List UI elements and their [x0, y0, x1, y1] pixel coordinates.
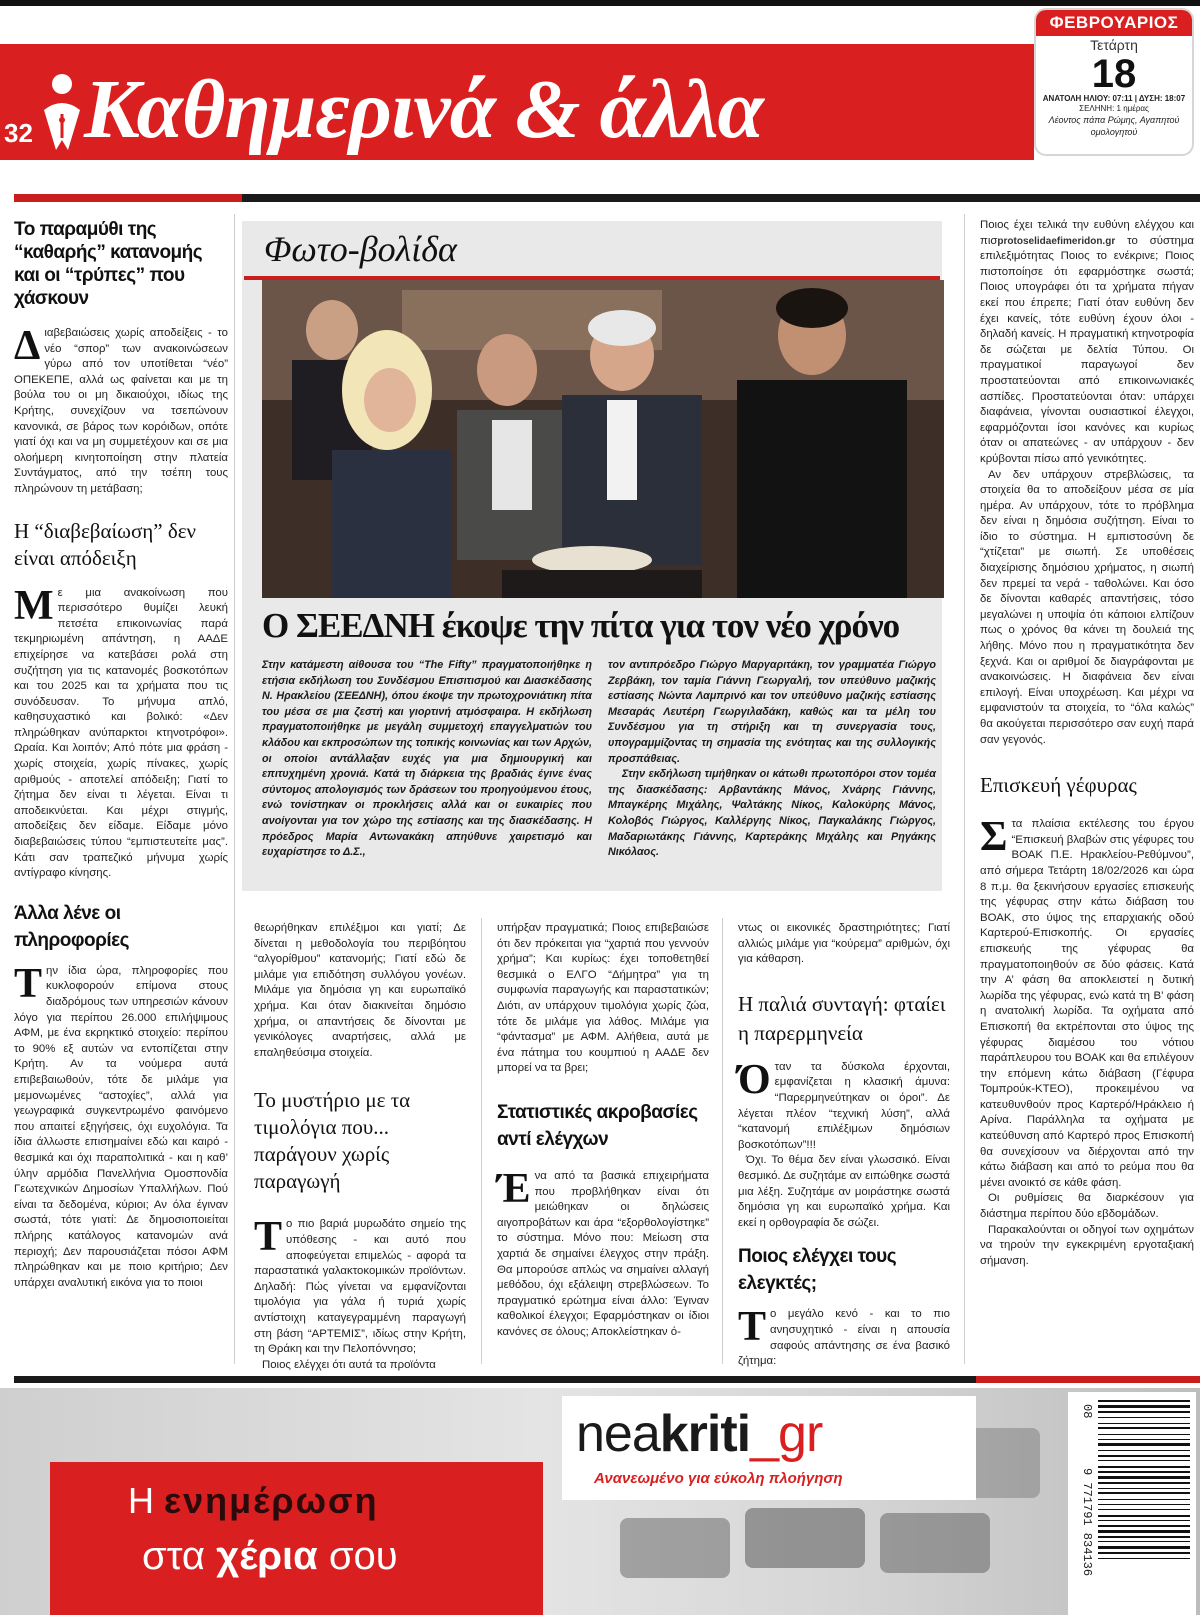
- logo-part: nea: [576, 1405, 660, 1463]
- article-text: υπήρξαν πραγματικά; Ποιος επιβεβαιώσε ότι δεν πρόκειται για “χαρτιά που γεννούν χρήμα”; Και κυρίως: έχει τοποθετηθεί θεσμικά ο ΕΛΓΟ “Δήμητρα” για τη συμφωνία παραγωγής και παραστατικών; Διότι, αν υπάρχουν τιμολόγια χωρίς ζώα, τότε δε μιλάμε για λάθος. Μιλάμε για “φάντασμα” με ΑΦΜ. Αλήθεια, αυτά με ένα πάτημα του κουμπιού η ΑΑΔΕ δεν μπορεί να τα βρει;: [497, 922, 709, 1075]
- barcode-bar: [1098, 1405, 1190, 1408]
- feature-section-title: Φωτο-βολίδα: [264, 229, 457, 269]
- article-body: [980, 218, 1194, 748]
- drop-cap: Ό: [738, 1056, 771, 1103]
- drop-cap: Τ: [254, 1214, 283, 1261]
- article-title: Το παραμύθι της “καθαρής” κατανομής και οι “τρύπες” που χάσκουν: [14, 219, 203, 309]
- page-number: 32: [4, 118, 33, 148]
- top-rule: [0, 0, 1200, 6]
- column-rule: [964, 214, 965, 1364]
- drop-cap: Σ: [980, 814, 1008, 861]
- drop-cap: Τ: [738, 1304, 767, 1351]
- event-photo: [262, 280, 944, 598]
- barcode-bar: [1098, 1558, 1190, 1559]
- drop-cap: Έ: [497, 1165, 531, 1212]
- saints-of-day: Λέοντος πάπα Ρώμης, Αγαπητού ομολογητού: [1048, 115, 1180, 137]
- column-rule: [234, 214, 235, 1364]
- column-rule: [722, 918, 723, 1364]
- article-text: θεωρήθηκαν επιλέξιμοι και γιατί; Δε δίνεται η μεθοδολογία του περιβόητου “αλγορίθμου” κατανομής; Γιατί εδώ δε μιλάμε για επιδότηση συλλόγου γονέων. Μιλάμε για δημόσια γη και ευρωπαϊκό χρήμα. Και όταν διακινείται δημόσιο χρήμα, οι απαντήσεις δε δίνονται με γενικόλογες αναρτήσεις, αλλά με επαληθεύσιμα στοιχεία.: [254, 922, 466, 1059]
- ad-text: στα: [142, 1534, 217, 1578]
- barcode-issue: 08: [1080, 1404, 1094, 1419]
- barcode-bar: [1098, 1443, 1190, 1446]
- barcode-bar: [1098, 1423, 1190, 1424]
- date-box: [1034, 8, 1194, 156]
- barcode-number: 9 771791 834136: [1080, 1468, 1094, 1577]
- barcode-bar: [1098, 1541, 1190, 1542]
- barcode-bar: [1098, 1499, 1190, 1500]
- date-month: ΦΕΒΡΟΥΑΡΙΟΣ: [1036, 10, 1192, 36]
- top-separator-accent: [14, 194, 242, 202]
- article-body: [497, 1165, 709, 1341]
- barcode-bar: [1098, 1482, 1190, 1484]
- bottom-separator-accent: [976, 1376, 1200, 1383]
- barcode-bar: [1098, 1450, 1190, 1451]
- barcode-bar: [1098, 1466, 1190, 1468]
- ad-text-bold: ενημέρωση: [164, 1480, 379, 1521]
- date-weekday: Τετάρτη: [1090, 37, 1138, 53]
- date-day: 18: [1091, 52, 1137, 96]
- article-body: [254, 1214, 466, 1373]
- pen-nib-logo-icon: [38, 70, 86, 152]
- barcode-bar: [1098, 1488, 1190, 1489]
- barcode-bar: [1098, 1411, 1190, 1413]
- caption-paragraph: Στην εκδήλωση τιμήθηκαν οι κάτωθι πρωτοπόροι στον τομέα της διασκέδασης: Αρβαντάκης Μάνος, Χνάρης Γιάννης, Μπαγκέρης Μιχάλης, Ψαλτάκης Νίκος, Καλοκύρης Μάνος, Κολοβός Γιώργος, Καλλέργης Νίκος, Παγκαλάκης Γιώργος, Μαδαριωτάκης Γιάννης, Καρτεράκης Μιχάλης και Ρηγάκης Νικόλαος.: [608, 768, 936, 859]
- article-text: να από τα βασικά επιχειρήματα που προβλήθηκαν είναι ότι μειώθηκαν οι δηλώσεις αιγοπροβάτων και άρα “εξορθολογίστηκε” το σύστημα. Μόνο που: Μείωση στα χαρτιά δε σημαίνει έλεγχος στην πράξη. Θα μπορούσε απλώς να σημαίνει αλλαγή μεθόδου, όχι εξάλειψη στρεβλώσεων. Το πραγματικό ερώτημα είναι άλλο: Έγιναν καθολικοί έλεγχοι; Εφαρμόστηκαν οι ίδιοι κανόνες σε όλους; Αποκλείστηκαν ό-: [497, 1169, 709, 1338]
- drop-cap: Μ: [14, 582, 54, 629]
- ad-text: Η: [128, 1480, 164, 1521]
- barcode-bar: [1098, 1546, 1190, 1549]
- article-body: [738, 1304, 950, 1369]
- ad-line-2: [142, 1534, 398, 1579]
- column-rule: [481, 918, 482, 1364]
- article-text: τα πλαίσια εκτέλεσης του έργου “Επισκευή βλαβών στις γέφυρες του ΒΟΑΚ Π.Ε. Ηρακλείου-Ρεθύμνου”, από σήμερα Τετάρτη 18/02/2026 και ώρα 8 π.μ. θα ξεκινήσουν εργασίες επισκευής της γέφυρας στην κάτω διάβαση του ΒΟΑΚ, στο ύψος της επαρχιακής οδού Καρτερού-Επισκοπής. Οι εργασίες επισκευής της γέφυρας θα πραγματοποιηθούν σε δύο φάσεις. Κατά την Α’ φάση θα αποκλειστεί η δυτική λωρίδα της γέφυρας, ενώ κατά τη Β’ φάση η ανατολική λωρίδα. Τα οχήματα από Επισκοπή θα εκτρέπονται στο ύψος της γέφυρας διαμέσου του νότιου παράπλευρου του ΒΟΑΚ και θα επιλέγουν την επόμενη κάτω διάβαση (Γέφυρα Τομπρούκ-ΚΤΕΟ), προκειμένου να κατευθυνθούν προς Καρτερό/Ηράκλειο ή Αρίνα. Παράλληλα τα οχήματα με κατεύθυνση από Καρτερό προς Επισκοπή θα συνεχίσουν να διέρχονται από την κάτω διάβαση και από το ρεύμα που θα μένει ανοικτό σε κάθε φάση.: [980, 818, 1194, 1189]
- barcode-bar: [1098, 1434, 1190, 1435]
- article-text: ε μια ανακοίνωση που περισσότερο θυμίζει λευκή πετσέτα επικοινωνίας παρά τεκμηριωμένη απάντηση, η ΑΑΔΕ επιχείρησε να κατεβάσει ρολά στη συζήτηση για τις κατανομές βοσκοτόπων και του 2025 και τα χρήματα που τις συνόδευσαν. Το μήνυμα απλό, καθησυχαστικό και βολικό: «Δεν πληρώθηκαν ανύπαρκτοι κτηνοτρόφοι». Ωραία. Και λοιπόν; Από πότε μια φράση - χωρίς στοιχεία, χωρίς πίνακες, χωρίς αριθμούς - αποτελεί απόδειξη; Γιατί το ζήτημα δεν είναι τι λέγεται. Είναι τι αποδεικνύεται. Και μέχρι στιγμής, αποδείξεις δεν είδαμε. Είδαμε μόνο διαβεβαιώσεις τύπου “εμπιστευτείτε μας”. Κάτι σαν τραπεζικό μήνυμα χωρίς αντίγραφο κίνησης.: [14, 586, 228, 880]
- article-body: [738, 1056, 950, 1232]
- article-text: ταν τα δύσκολα έρχονται, εμφανίζεται η κλασική άμυνα: “Παρερμηνεύτηκαν οι όροι”. Δε λέγεται πλέον “τεχνική λύση”, αλλά “κατανομή επιλέξιμων δημόσιων βοσκοτόπων”!!!: [738, 1060, 950, 1151]
- barcode-bar: [1098, 1439, 1190, 1440]
- advertisement: [0, 1388, 1200, 1615]
- drop-cap: Δ: [14, 323, 41, 369]
- barcode-bar: [1098, 1400, 1190, 1402]
- article-text: Όχι. Το θέμα δεν είναι γλωσσικό. Είναι θεσμικό. Δε συζητάμε αν ειπώθηκε σωστά μια λέξη. Συζητάμε αν μοιράστηκε σωστά δημόσια γη και ευρωπαϊκό χρήμα. Και εκεί η ορθογραφία δε σώζει.: [738, 1154, 950, 1229]
- barcode-bar: [1098, 1520, 1190, 1521]
- feature-headline: Ο ΣΕΕΔΝΗ έκοψε την πίτα για τον νέο χρόνο: [262, 606, 900, 645]
- barcode-bar: [1098, 1530, 1190, 1533]
- article-text: το σύστημα επιλεξιμότητας Ποιος το ενέκρινε; Ποιος πιστοποίησε ότι εφαρμόστηκε σωστά; Ποιος υπογράφει ότι τα χρήματα πήγαν εκεί που έπρεπε; Γιατί όταν ευθύνη δεν έχει κανείς, τότε ευθύνη έχουν όλοι - δηλαδή κανείς. Η πραγματική κτηνοτροφία δε σώζεται με δελτία Τύπου. Οι πραγματικοί παραγωγοί δεν προστατεύονται από επικοινωνιακές ασπίδες. Προστατεύονται όταν: υπάρχει διαφάνεια, γίνονται ουσιαστικοί έλεγχοι, εφαρμόζονται ίσοι κανόνες και κυρίως όταν οι απατεώνες - αν υπάρχουν - δεν κρύβονται πίσω από γενικότητες.: [980, 234, 1194, 465]
- barcode-bar: [1098, 1504, 1190, 1505]
- article-title: Στατιστικές ακροβασίες αντί ελέγχων: [497, 1101, 698, 1150]
- article-text: ο πιο βαριά μυρωδάτο σημείο της υπόθεσης - και αυτό που αποφεύγεται επιμελώς - αφορά τα παραστατικά γαλακτοκομικών προϊόντων. Δηλαδή: Πώς γίνεται να εμφανίζονται τιμολόγια για γάλα ή τυριά χωρίς αντίστοιχη καταγεγραμμένη παραγωγή στη βάση “ΑΡΤΕΜΙΣ”, ιδίως στην Κρήτη, τη Θράκη και την Πελοπόννησο;: [254, 1218, 466, 1356]
- ad-text: σου: [317, 1534, 398, 1578]
- column-2: [254, 921, 466, 1373]
- barcode-bar: [1098, 1460, 1190, 1461]
- article-text: Ποιος έχει τελικά την ευθύνη ελέγχου και πισ: [980, 219, 1194, 247]
- column-1: [14, 218, 228, 1291]
- article-title: Η παλιά συνταγή: φταίει η παρερμηνεία: [738, 991, 946, 1045]
- barcode-bar: [1098, 1515, 1190, 1517]
- ad-line-1: [128, 1480, 379, 1522]
- barcode-bar: [1098, 1471, 1190, 1473]
- article-body: [14, 960, 228, 1291]
- ad-text-bold: χέρια: [216, 1534, 318, 1578]
- article-body: [980, 814, 1194, 1269]
- masthead-title: Καθημερινά & άλλα: [84, 63, 763, 156]
- article-title: Η “διαβεβαίωση” δεν είναι απόδειξη: [14, 518, 197, 570]
- article-title: Επισκευή γέφυρας: [980, 773, 1137, 798]
- article-title: Το μυστήριο με τα τιμολόγια που... παράγουν χωρίς παραγωγή: [254, 1088, 411, 1194]
- barcode-bar: [1098, 1492, 1190, 1494]
- article-text: ο μεγάλο κενό - και το πιο ανησυχητικό - είναι η απουσία σαφούς απάντησης σε ένα βασικό ζήτημα:: [738, 1308, 950, 1368]
- barcode-bar: [1098, 1427, 1190, 1429]
- drop-cap: Τ: [14, 960, 43, 1007]
- watermark-text: protoselidaefimeridon.gr: [997, 235, 1116, 247]
- feature-caption-left: Στην κατάμεστη αίθουσα του “The Fifty” πραγματοποιήθηκε η ετήσια εκδήλωση του Συνδέσμου Επισιτισμού και Διασκέδασης Ν. Ηρακλείου (ΣΕΕΔΝΗ), όπου έκοψε την πρωτοχρονιάτικη πίτα του μέσα σε μια ζεστή και γιορτινή ατμόσφαιρα. Η εκδήλωση πραγματοποιήθηκε με μεγάλη συμμετοχή επαγγελματιών του κλάδου και εκπροσώπων της τοπικής κοινωνίας και των Αρχών, οι οποίοι αντάλλαξαν ευχές για μια δημιουργική και επιτυχημένη χρονιά. Κατά τη διάρκεια της βραδιάς έγινε ένας σύντομος απολογισμός των δράσεων του προηγούμενου έτους, ενώ τονίστηκαν οι προκλήσεις αλλά και οι ευκαιρίες που ανοίγονται για τον χώρο της εστίασης και της διασκέδασης. Η πρόεδρος Μαρία Αντωνακάκη απηύθυνε χαιρετισμό και ευχαρίστησε το Δ.Σ.,: [262, 659, 592, 859]
- article-title: Ποιος ελέγχει τους ελεγκτές;: [738, 1246, 897, 1295]
- logo-part-bold: kriti: [659, 1405, 751, 1463]
- article-text: Παρακαλούνται οι οδηγοί των οχημάτων να τηρούν την εγκεκριμένη εργοταξιακή σήμανση.: [980, 1223, 1194, 1267]
- article-text: ντως οι εικονικές δραστηριότητες; Γιατί αλλιώς μιλάμε για “κούρεμα” αριθμών, όχι για κάθαρση.: [738, 922, 950, 966]
- barcode-bar: [1098, 1417, 1190, 1418]
- barcode-bar: [1098, 1536, 1190, 1538]
- barcode-bar: [1098, 1509, 1190, 1510]
- column-3: [497, 921, 709, 1340]
- column-4: [738, 921, 950, 1370]
- ad-tagline: Ανανεωμένο για εύκολη πλοήγηση: [594, 1470, 843, 1487]
- barcode-bar: [1098, 1552, 1190, 1554]
- article-body: [14, 582, 228, 882]
- barcode-bar: [1098, 1455, 1190, 1457]
- barcode-bar: [1098, 1525, 1190, 1527]
- article-text: Οι ρυθμίσεις θα διαρκέσουν για διάστημα περίπου δύο εβδομάδων.: [980, 1192, 1194, 1221]
- moon-phase: ΣΕΛΗΝΗ: 1 ημέρας: [1079, 104, 1149, 113]
- article-text: ην ίδια ώρα, πληροφορίες που κυκλοφορούν επίμονα στους διαδρόμους των υπηρεσιών κάνουν λόγο για περίπου 26.000 επιλήψιμους ΑΦΜ, με ένα εκρηκτικό στοιχείο: περίπου το 90% εξ αυτών να εντοπίζεται στην Κρήτη. Αν τα νούμερα αυτά επιβεβαιωθούν, τότε δε μιλάμε για μεμονωμένες “αστοχίες”, αλλά για γεωγραφικά συγκεντρωμένο φαινόμενο που απαιτεί εξηγήσεις, όχι ευχολόγια. Τα ίδια άλλωστε επισημαίνει εδώ και καιρό - θεσμικά και όχι παραπολιτικά - και η καθ’ ύλην αρμόδια Πανελλήνια Ομοσπονδία Γεωτεχνικών Δημοσίων Υπαλλήλων. Πού είναι τα δεδομένα, κύριοι; Αν όλα έγιναν σωστά, τότε γιατί: Δε δημοσιοποιείται πλήρης κατάλογος κατανομών ανά περιοχή; Δεν παρουσιάζεται πόσοι ΑΦΜ πληρώθηκαν και με ποιο κριτήριο; Δεν υπάρχει αναλυτική εικόνα για το ποιοι: [14, 964, 228, 1289]
- sun-times: ΑΝΑΤΟΛΗ ΗΛΙΟΥ: 07:11 | ΔΥΣΗ: 18:07: [1042, 94, 1186, 103]
- article-text: Ποιος ελέγχει ότι αυτά τα προϊόντα: [262, 1358, 436, 1371]
- article-text: Αν δεν υπάρχουν στρεβλώσεις, τα στοιχεία θα το αποδείξουν μέσα σε μία ημέρα. Αν υπάρχουν, τότε το πρόβλημα δεν είναι η δημόσια συζήτηση. Είναι το ίδιο το σύστημα. Η εμπιστοσύνη δε “χτίζεται” με σιωπή. Σε υποθέσεις διαχείρισης δημόσιου χρήματος, η σιωπή δεν πρεμεί τα νερά - ταθολώνει. Και όσο δε δίνονται καθαρές απαντήσεις, τόσο μεγαλώνει η υποψία ότι κάποιοι ελπίζουν πως ο χρόνος θα κάνει τη δουλειά της λήθης. Μόνο που η πραγματικότητα δεν ξεχνά. Και οι αριθμοί δε διαγράφονται με ανακοινώσεις. Η διαφάνεια δεν είναι επιλογή. Είναι υποχρέωση. Και μέχρι να εμφανιστούν τα στοιχεία, το “όλα καλώς” θα ακούγεται περισσότερο σαν ευχή παρά σαν γεγονός.: [980, 468, 1194, 746]
- article-title: Άλλα λένε οι πληροφορίες: [14, 902, 130, 951]
- logo-part-red: _gr: [750, 1405, 823, 1463]
- barcode: [1098, 1400, 1190, 1600]
- caption-paragraph: τον αντιπρόεδρο Γιώργο Μαργαριτάκη, τον γραμματέα Γιώργο Ζερβάκη, τον ταμία Γιάννη Γεωργαλή, τον υπεύθυνο μαζικής εστίασης Νώντα Λαμπρινό και τον υπεύθυνο μαζικής εστίασης Μεσαράς Λευτέρη Γεωργιλαδάκη, καθώς και τα μέλη του Συνδέσμου για τη στήριξη και τη συνεργασία τους, υπογραμμίζοντας τη σημασία της ενότητας και της συλλογικής προσπάθειας.: [608, 659, 936, 765]
- article-body: [14, 323, 228, 498]
- article-text: ιαβεβαιώσεις χωρίς αποδείξεις - το νέο “σπορ” των ανακοινώσεων γύρω από τον υποτίθεται “νέο” ΟΠΕΚΕΠΕ, αλλά ως φαίνεται και με τη βούλα του οι μη δικαιούχοι, ιδίως της Κρήτης, συνεχίζουν να τσεπώνουν κανονικά, σε βάρος των κορόιδων, οπότε γιατί όχι και να μη συμμετέχουν και σε μια ολοήμερη κινητοποίηση στην πλατεία Συντάγματος, από την τσέπη τους πληρώνουν τη μετάβαση;: [14, 327, 228, 495]
- feature-caption-right: [608, 658, 936, 861]
- neakriti-logo: [576, 1404, 822, 1464]
- barcode-bar: [1098, 1476, 1190, 1479]
- column-5: [980, 218, 1194, 1269]
